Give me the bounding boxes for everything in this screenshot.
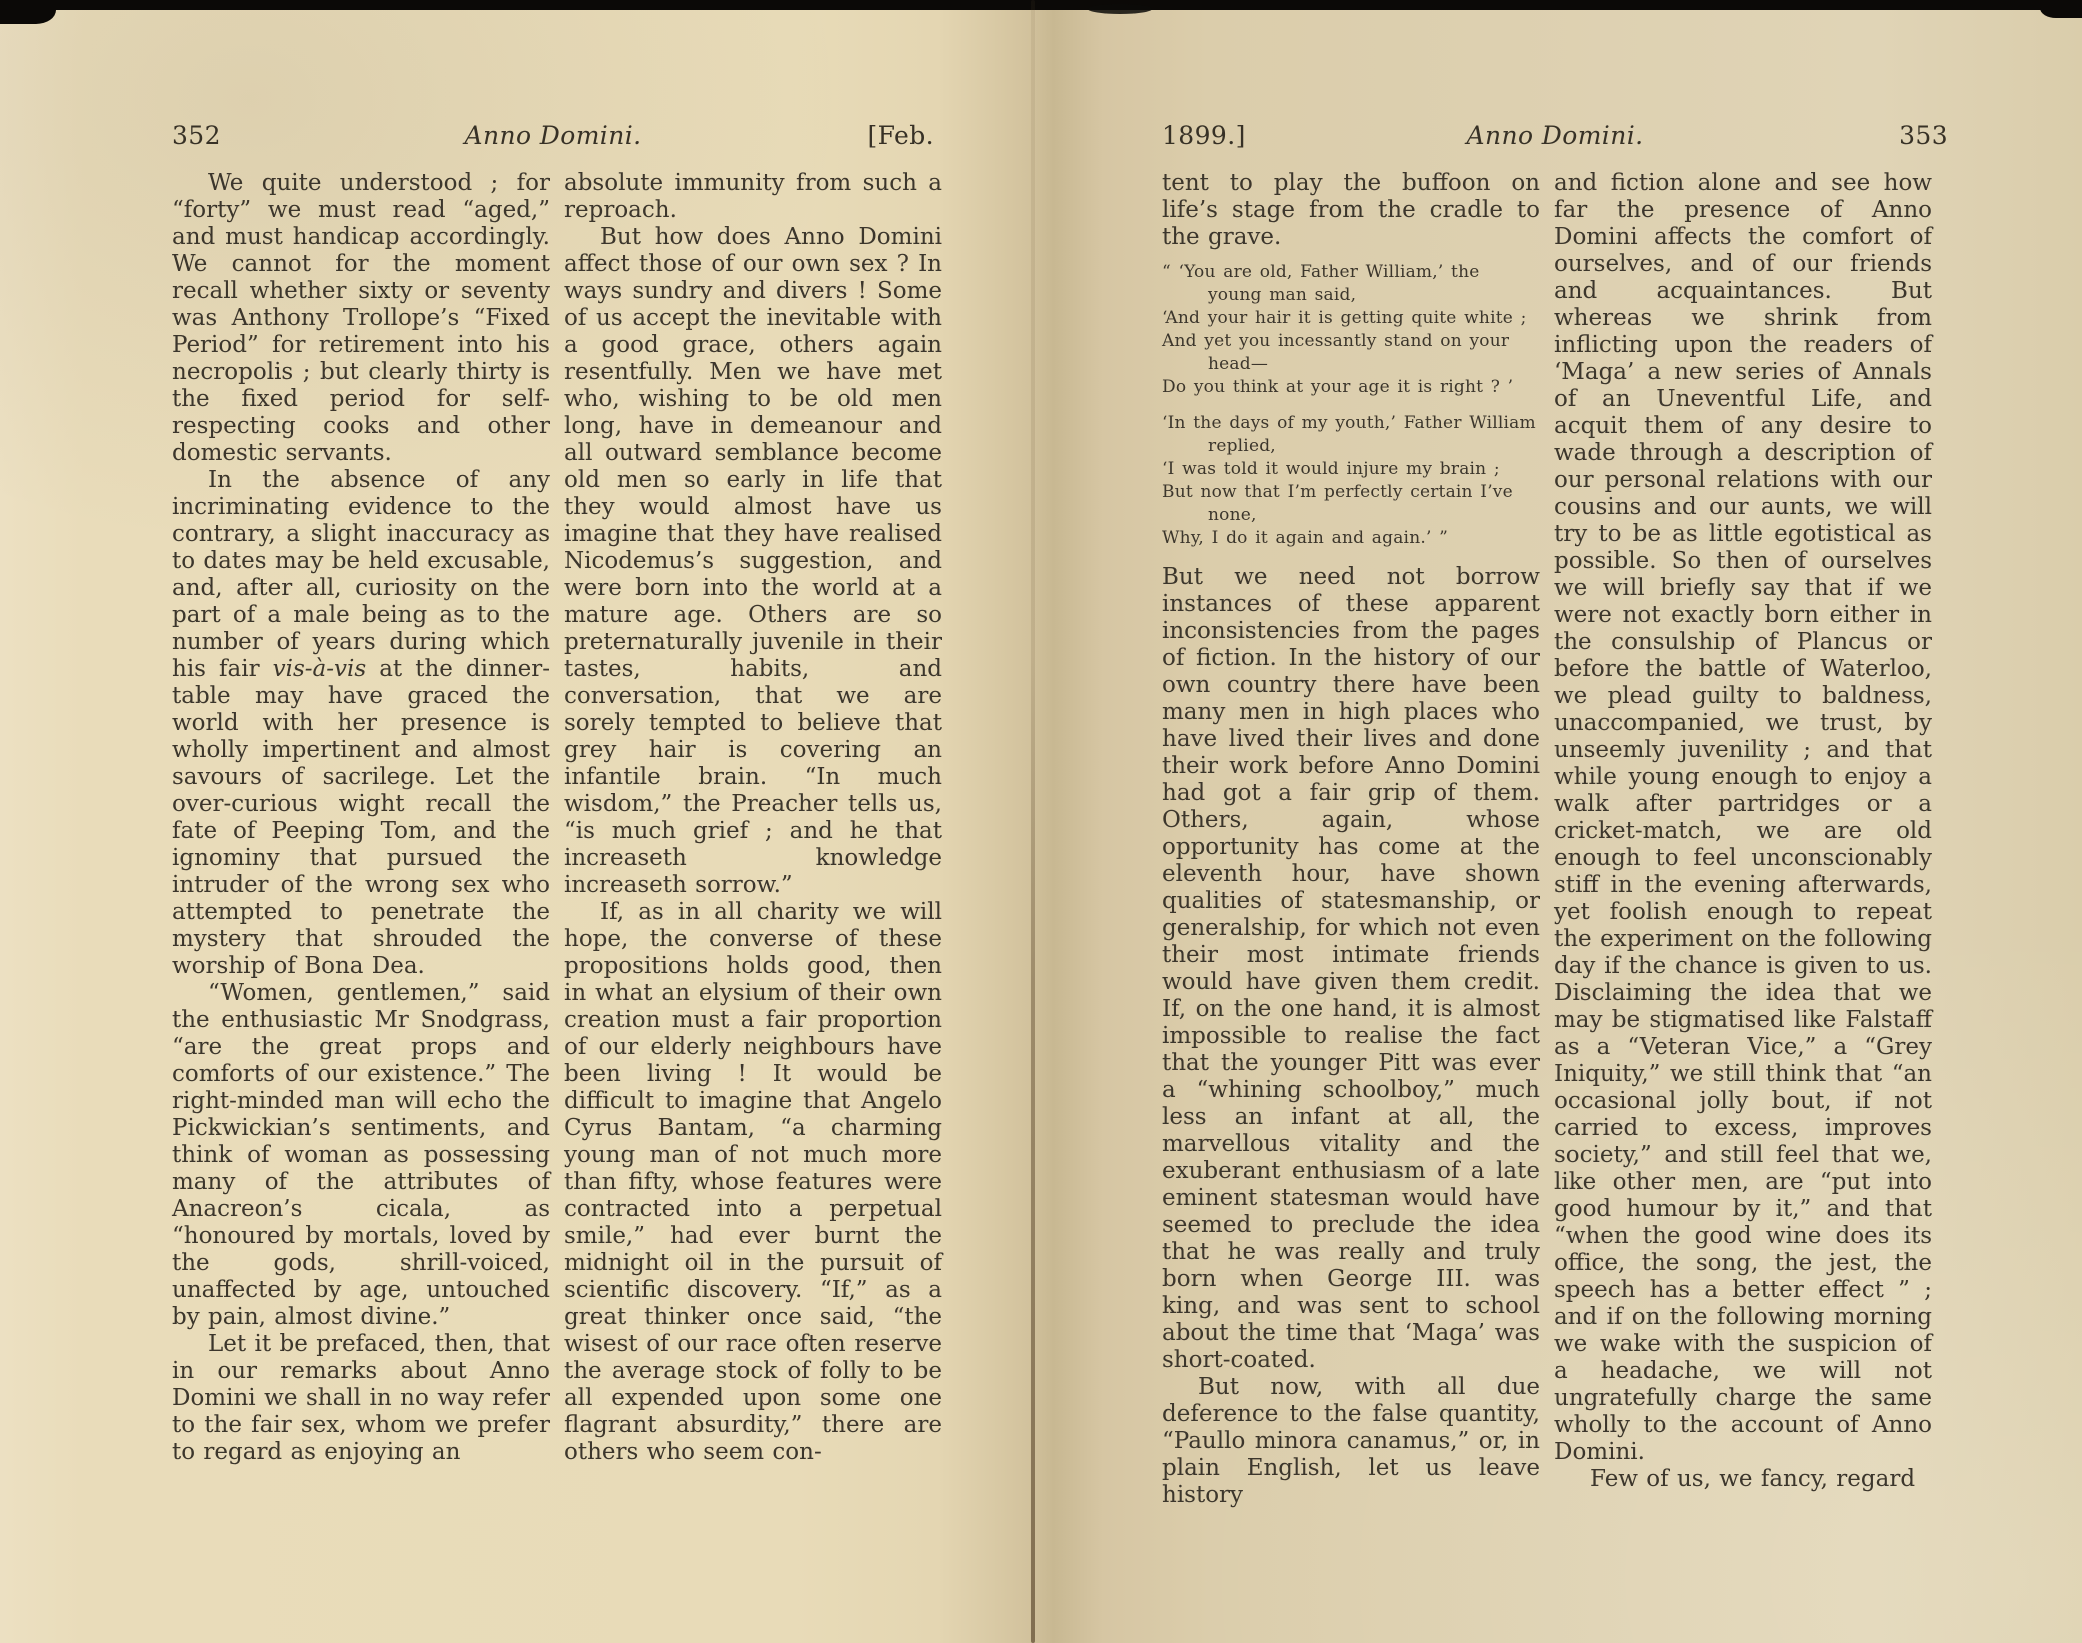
paragraph: But now, with all due deference to the false quantity, “Paullo minora canamus,” or, in plain English, let us leave history <box>1162 1374 1540 1508</box>
paragraph: and fiction alone and see how far the presence of Anno Domini affects the comfort of ourselves, and of our friends and acquaintances. But whereas we shrink from inflicting upon the readers of ‘Maga’ a new series of Annals of an Uneventful Life, and acquit them of any desire to wade through a description of our personal relations with our cousins and our aunts, we will try to be as little egotistical as possible. So then of ourselves we will briefly say that if we were not exactly born either in the consulship of Plancus or before the battle of Waterloo, we plead guilty to baldness, unaccompanied, we trust, by unseemly juvenility ; and that while young enough to enjoy a walk after partridges or a cricket-match, we are old enough to feel unconscionably stiff in the evening afterwards, yet foolish enough to repeat the experiment on the following day if the chance is given to us. Disclaiming the idea that we may be stigmatised like Falstaff as a “Veteran Vice,” a “Grey Iniquity,” we still think that “an occasional jolly bout, if not carried to excess, improves society,” and still feel that we, like other men, are “put into good humour by it,” and that “when the good wine does its office, the song, the jest, the speech has a better effect ” ; and if on the following morning we wake with the suspicion of a headache, we will not ungratefully charge the same wholly to the account of Anno Domini. <box>1554 170 1932 1465</box>
page-left-text <box>172 170 942 1466</box>
page-right-column-2 <box>1554 170 1932 1509</box>
scan-top-edge <box>0 0 2082 10</box>
poem-line: ‘In the days of my youth,’ Father William replied, <box>1162 413 1536 456</box>
running-title: Anno Domini. <box>464 121 642 150</box>
poem-line: But now that I’m perfectly certain I’ve none, <box>1162 482 1513 525</box>
paragraph-text: at the dinner-table may have graced the world with her presence is wholly impertinent and almost savours of sacrilege. Let the over-curious wight recall the fate of Peeping Tom, and the ignominy that pursued the intruder of the wrong sex who attempted to penetrate the mystery that shrouded the worship of Bona Dea. <box>172 656 551 979</box>
poem-line: “ ‘You are old, Father William,’ the young man said, <box>1162 262 1480 305</box>
gutter-crease-line <box>1031 0 1035 1643</box>
verse-stanza <box>1162 412 1540 550</box>
paragraph-text: In the absence of any incriminating evidence to the contrary, a slight inaccuracy as to dates may be held excusable, and, after all, curiosity on the part of a male being as to the number of years during which his fair <box>172 467 550 682</box>
paragraph: absolute immunity from such a reproach. <box>564 170 942 223</box>
page-left-column-2 <box>564 170 942 1466</box>
father-william-verse <box>1162 261 1540 550</box>
paragraph <box>172 467 550 980</box>
running-title: Anno Domini. <box>1466 121 1644 150</box>
paragraph: “Women, gentlemen,” said the enthusiastic Mr Snodgrass, “are the great props and comforts of our existence.” The right-minded man will echo the Pickwickian’s sentiments, and think of woman as possessing many of the attributes of Anacreon’s cicala, as “honoured by mortals, loved by the gods, shrill-voiced, unaffected by age, untouched by pain, almost divine.” <box>172 980 550 1330</box>
paragraph: But how does Anno Domini affect those of our own sex ? In ways sundry and divers ! Some of us accept the inevitable with a good grace, others again resentfully. Men we have met who, wishing to be old men long, have in demeanour and all outward semblance become old men so early in life that they would almost have us imagine that they have realised Nicodemus’s suggestion, and were born into the world at a mature age. Others are so preternaturally juvenile in their tastes, habits, and conversation, that we are sorely tempted to believe that grey hair is covering an infantile brain. “In much wisdom,” the Preacher tells us, “is much grief ; and he that increaseth knowledge increaseth sorrow.” <box>564 224 942 898</box>
paragraph: But we need not borrow instances of these apparent inconsistencies from the pages of fiction. In the history of our own country there have been many men in high places who have lived their lives and done their work before Anno Domini had got a fair grip of them. Others, again, whose opportunity has come at the eleventh hour, have shown qualities of statesmanship, or generalship, for which not even their most intimate friends would have given them credit. If, on the one hand, it is almost impossible to realise the fact that the younger Pitt was ever a “whining schoolboy,” much less an infant at all, the marvellous vitality and the exuberant enthusiasm of a late eminent statesman would have seemed to preclude the idea that he was really and truly born when George III. was king, and was sent to school about the time that ‘Maga’ was short-coated. <box>1162 564 1540 1373</box>
scan-corner-top-left <box>0 0 56 24</box>
poem-line: Why, I do it again and again.’ ” <box>1162 528 1449 548</box>
page-number: 352 <box>172 121 221 150</box>
scan-corner-top-right <box>2040 0 2082 18</box>
paragraph: We quite understood ; for “forty” we must read “aged,” and must handicap accordingly. We cannot for the moment recall whether sixty or seventy was Anthony Trollope’s “Fixed Period” for retirement into his necropolis ; but clearly thirty is the fixed period for self-respecting cooks and other domestic servants. <box>172 170 550 466</box>
page-right-header <box>1162 121 1948 150</box>
poem-line: And yet you incessantly stand on your head— <box>1162 331 1510 374</box>
page-left-header <box>172 121 934 150</box>
issue-year: 1899.] <box>1162 121 1246 150</box>
poem-line: Do you think at your age it is right ? ’ <box>1162 377 1514 397</box>
paragraph: tent to play the buffoon on life’s stage from the cradle to the grave. <box>1162 170 1540 250</box>
poem-line: ‘I was told it would injure my brain ; <box>1162 459 1500 479</box>
paragraph: Let it be prefaced, then, that in our remarks about Anno Domini we shall in no way refer to the fair sex, whom we prefer to regard as enjoying an <box>172 1331 550 1465</box>
issue-month: [Feb. <box>867 121 934 150</box>
verse-stanza <box>1162 261 1540 399</box>
page-right-text <box>1162 170 1932 1509</box>
page-right-column-1 <box>1162 170 1540 1509</box>
italic-phrase: vis-à-vis <box>272 656 367 682</box>
page-number: 353 <box>1899 121 1948 150</box>
paragraph: Few of us, we fancy, regard <box>1590 1466 1916 1492</box>
poem-line: ‘And your hair it is getting quite white ; <box>1162 308 1527 328</box>
page-left-column-1 <box>172 170 550 1466</box>
scan-top-smudge <box>1088 4 1152 14</box>
paragraph: If, as in all charity we will hope, the converse of these propositions holds good, then in what an elysium of their own creation must a fair proportion of our elderly neighbours have been living ! It would be difficult to imagine that Angelo Cyrus Bantam, “a charming young man of not much more than fifty, whose features were contracted into a perpetual smile,” had ever burnt the midnight oil in the pursuit of scientific discovery. “If,” as a great thinker once said, “the wisest of our race often reserve the average stock of folly to be all expended upon some one flagrant absurdity,” there are others who seem con- <box>564 899 942 1465</box>
